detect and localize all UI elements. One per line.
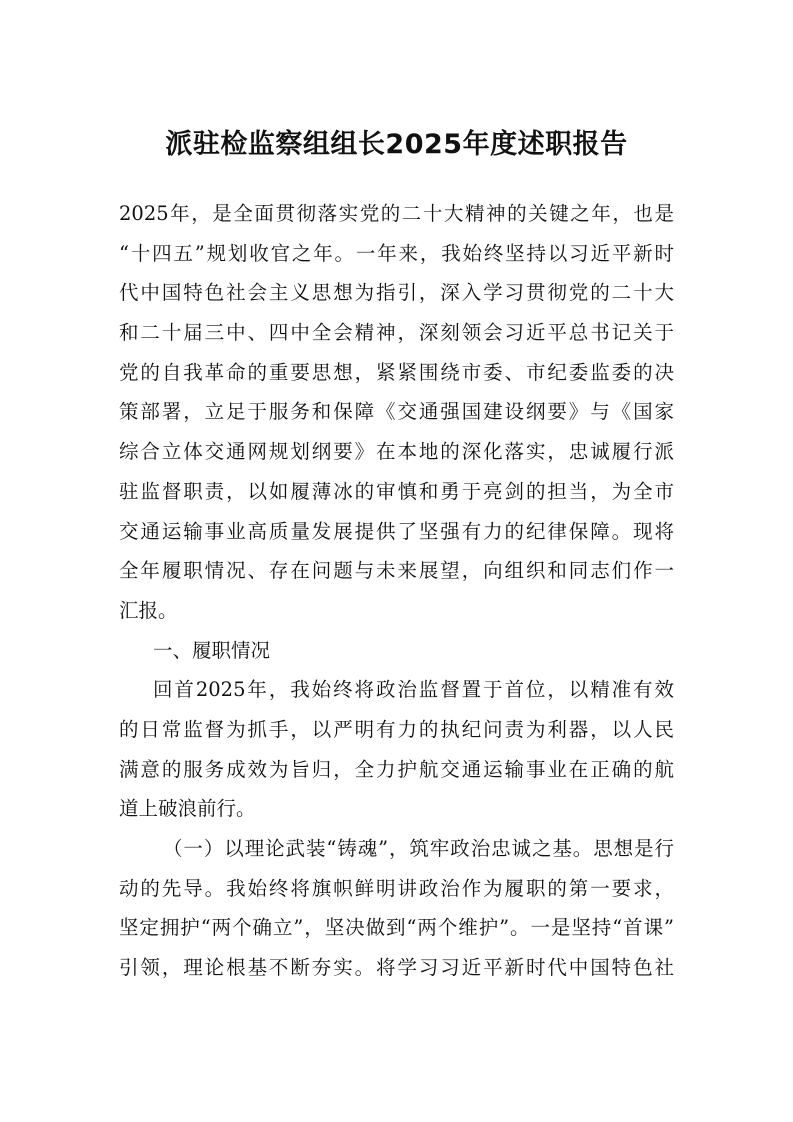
text-line: 策部署，立足于服务和保障《交通强国建设纲要》与《国家 <box>119 400 674 424</box>
text-line: 代中国特色社会主义思想为指引，深入学习贯彻党的二十大 <box>119 281 674 305</box>
text-line: 一、履职情况 <box>153 638 271 662</box>
text-line: 综合立体交通网规划纲要》在本地的深化落实，忠诚履行派 <box>119 440 674 464</box>
text-line: 满意的服务成效为旨归，全力护航交通运输事业在正确的航 <box>119 757 674 781</box>
text-line: 坚定拥护“两个确立”，坚决做到“两个维护”。一是坚持“首课” <box>119 916 674 940</box>
text-line: 和二十届三中、四中全会精神，深刻领会习近平总书记关于 <box>119 321 674 345</box>
text-line: 动的先导。我始终将旗帜鲜明讲政治作为履职的第一要求， <box>119 876 674 900</box>
text-line: 全年履职情况、存在问题与未来展望，向组织和同志们作一 <box>119 559 674 583</box>
text-line: 道上破浪前行。 <box>119 797 256 821</box>
text-line: 汇报。 <box>119 598 178 622</box>
text-line: “十四五”规划收官之年。一年来，我始终坚持以习近平新时 <box>119 241 674 265</box>
text-line: 党的自我革命的重要思想，紧紧围绕市委、市纪委监委的决 <box>119 360 674 384</box>
text-line: 2025年，是全面贯彻落实党的二十大精神的关键之年，也是 <box>119 202 674 225</box>
document-title: 派驻检监察组组长2025年度述职报告 <box>165 129 628 160</box>
text-line: 驻监督职责，以如履薄冰的审慎和勇于亮剑的担当，为全市 <box>119 479 674 503</box>
text-line: 交通运输事业高质量发展提供了坚强有力的纪律保障。现将 <box>119 519 674 543</box>
text-line: 的日常监督为抓手，以严明有力的执纪问责为利器，以人民 <box>119 717 674 741</box>
text-line: 引领，理论根基不断夯实。将学习习近平新时代中国特色社 <box>119 956 674 980</box>
text-line: （一）以理论武装“铸魂”，筑牢政治忠诚之基。思想是行 <box>163 837 674 860</box>
text-line: 回首2025年，我始终将政治监督置于首位，以精准有效 <box>153 678 674 702</box>
document-body <box>119 194 674 988</box>
